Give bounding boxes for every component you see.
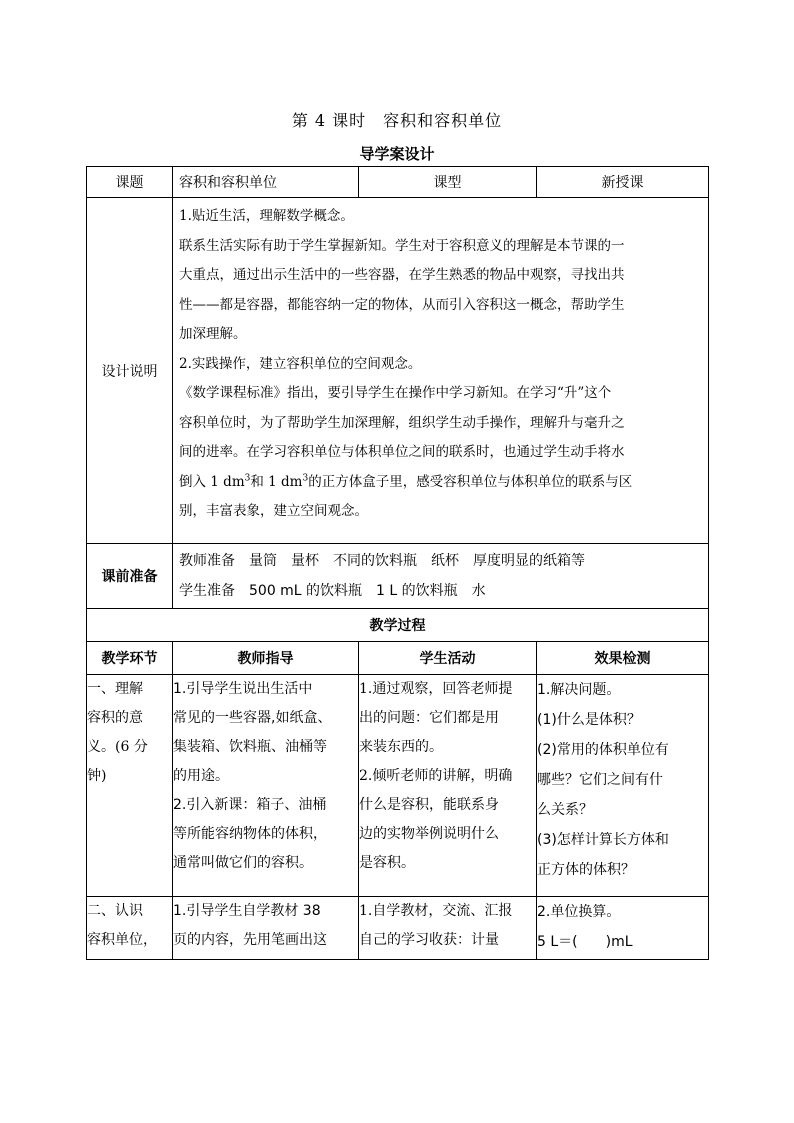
prep-content [173,544,709,609]
design-text-line: 间的进率。在学习容积单位与体积单位之间的联系时，也通过学生动手将水 [179,444,625,460]
col-stage-header: 教学环节 [87,642,173,675]
effect-line: 1.解决问题。 [537,682,621,698]
effect-line: (2)常用的体积单位有 [537,742,669,758]
design-text-line: 加深理解。 [179,326,247,342]
design-text-line: 《数学课程标准》指出，要引导学生在操作中学习新知。在学习“升”这个 [179,385,612,401]
student-cell [359,897,537,960]
effect-line: 哪些？它们之间有什 [537,772,663,788]
process-row-1 [87,675,709,897]
stage-line: 钟) [87,768,107,784]
design-text-line: 倒入 1 $dm^3$和 1 $dm^3$的正方体盒子里，感受容积单位与体积单位的联系与区 [179,473,633,490]
teacher-cell [173,675,359,897]
effect-line: 5 L＝( )mL [537,934,633,950]
teacher-cell [173,897,359,960]
student-line: 什么是容积，能联系身 [359,797,499,813]
design-text-line: 联系生活实际有助于学生掌握新知。学生对于容积意义的理解是本节课的一 [179,237,625,254]
student-line: 1.自学教材，交流、汇报 [359,903,513,919]
col-student-header: 学生活动 [359,642,537,675]
student-line: 1.通过观察，回答老师提 [359,681,513,697]
effect-line: (1)什么是体积？ [537,712,641,728]
col-teacher-header: 教师指导 [173,642,359,675]
effect-line: (3)怎样计算长方体和 [537,832,669,848]
design-content [173,198,709,544]
design-text-line: 大重点，通过出示生活中的一些容器，在学生熟悉的物品中观察，寻找出共 [179,267,625,283]
process-header-row [87,642,709,675]
stage-cell [87,897,173,960]
topic-value: 容积和容积单位 [173,167,359,198]
stage-line: 容积单位， [87,932,157,948]
process-title-row [87,609,709,642]
student-line: 边的实物举例说明什么 [359,826,499,842]
type-value: 新授课 [537,167,709,198]
teacher-line: 2.引入新课：箱子、油桶 [173,797,327,813]
stage-line: 义。(6 分 [87,739,148,755]
design-point-1-title: 1.贴近生活，理解数学概念。 [179,208,354,224]
effect-line: 么关系？ [537,802,593,818]
stage-cell [87,675,173,897]
prep-student: 学生准备 500 mL 的饮料瓶 1 L 的饮料瓶 水 [179,583,486,599]
prep-teacher: 教师准备 量筒 量杯 不同的饮料瓶 纸杯 厚度明显的纸箱等 [179,553,585,569]
effect-line: 2.单位换算。 [537,904,621,920]
topic-label: 课题 [87,167,173,198]
design-text-line: 性——都是容器，都能容纳一定的物体，从而引入容积这一概念，帮助学生 [179,296,625,313]
teacher-line: 常见的一些容器,如纸盒、 [173,710,332,726]
teacher-line: 集装箱、饮料瓶、油桶等 [173,739,327,755]
student-line: 是容积。 [359,855,415,871]
student-line: 2.倾听老师的讲解，明确 [359,768,513,784]
teacher-line: 的用途。 [173,768,229,784]
design-label: 设计说明 [87,198,173,544]
design-point-2-title: 2.实践操作，建立容积单位的空间观念。 [179,355,422,372]
student-line: 来装东西的。 [359,739,443,755]
effect-line: 正方体的体积？ [537,862,635,878]
prep-row [87,544,709,609]
design-text-line: 别，丰富表象，建立空间观念。 [179,503,368,519]
effect-cell [537,675,709,897]
lesson-title: 第 4 课时 容积和容积单位 [291,111,503,130]
prep-label: 课前准备 [87,544,173,609]
process-title: 教学过程 [87,609,709,642]
teacher-line: 页的内容，先用笔画出这 [173,932,327,948]
topic-row [87,167,709,198]
document-subtitle: 导学案设计 [359,145,435,163]
design-text-line: 容积单位时，为了帮助学生加深理解，组织学生动手操作，理解升与毫升之 [179,414,625,431]
stage-line: 一、理解 [87,681,143,697]
stage-line: 容积的意 [87,710,143,726]
teacher-line: 1.引导学生说出生活中 [173,681,313,697]
col-effect-header: 效果检测 [537,642,709,675]
student-line: 出的问题：它们都是用 [359,710,499,726]
stage-line: 二、认识 [87,903,143,919]
student-line: 自己的学习收获：计量 [359,932,499,948]
type-label: 课型 [359,167,537,198]
effect-cell [537,897,709,960]
teacher-line: 等所能容纳物体的体积， [173,826,327,842]
process-row-2 [87,897,709,960]
teacher-line: 通常叫做它们的容积。 [173,855,313,871]
teacher-line: 1.引导学生自学教材 38 [173,903,321,919]
design-row [87,198,709,544]
lesson-plan-table [86,166,709,960]
student-cell [359,675,537,897]
